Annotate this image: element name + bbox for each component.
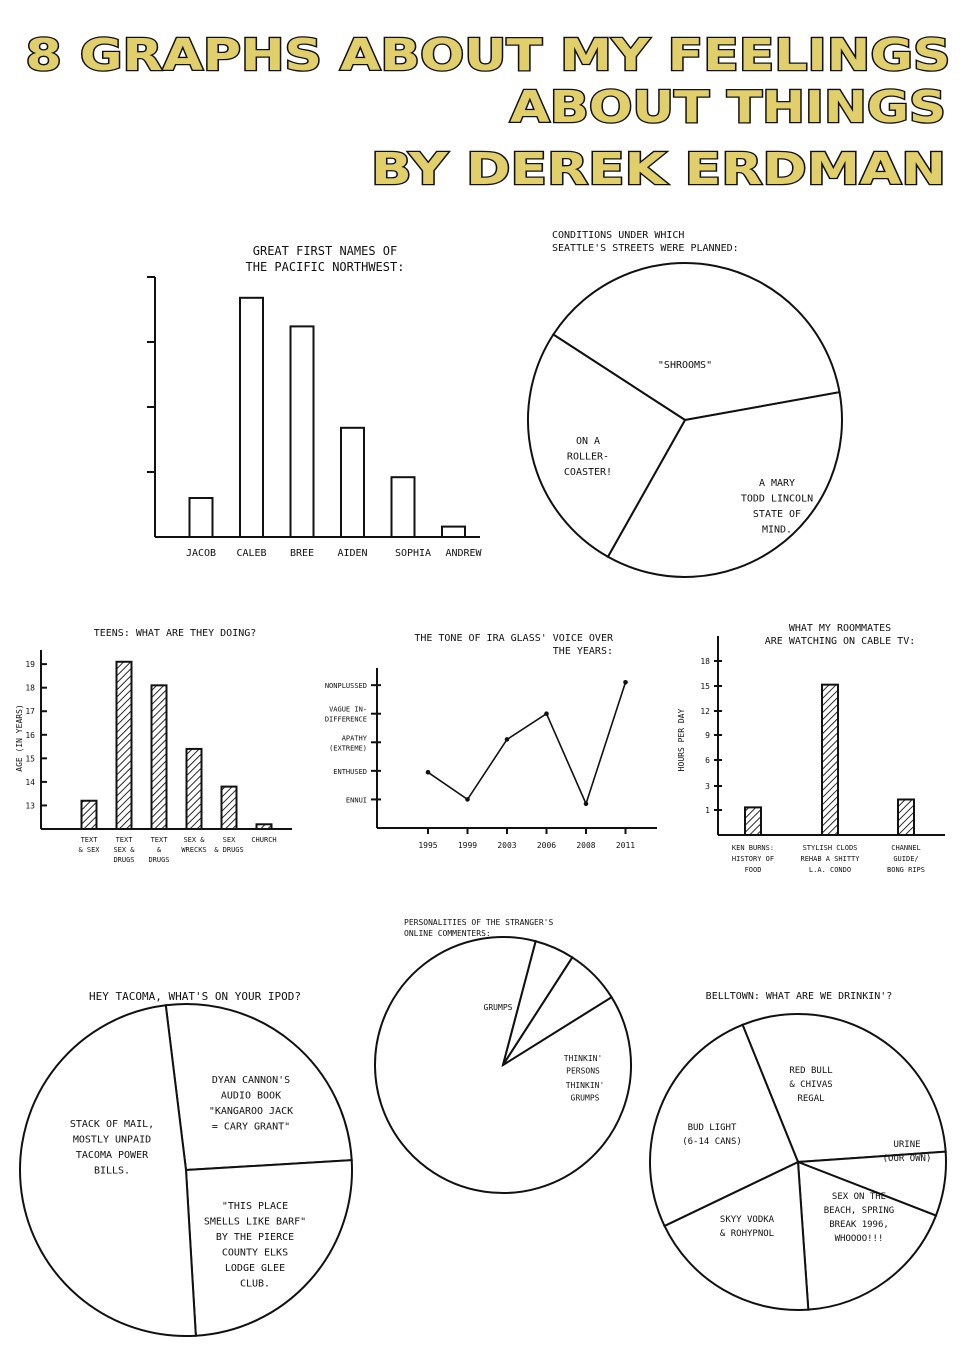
ira-glass-x-label-4 bbox=[576, 841, 595, 850]
seattle-streets-slice-label-1-line: MIND. bbox=[761, 524, 793, 536]
seattle-streets-slice-label-1-line: STATE OF bbox=[752, 509, 802, 520]
roommates-title bbox=[765, 623, 916, 647]
stranger-commenters-slice-label-0-line: GRUMPS bbox=[483, 1003, 513, 1012]
seattle-streets-title-line: SEATTLE'S STREETS WERE PLANNED: bbox=[552, 243, 739, 254]
roommates-y-tick-label-4: 12 bbox=[700, 707, 710, 716]
belltown-slice-label-3-line: SKYY VODKA bbox=[719, 1215, 775, 1225]
stranger-commenters-title-line: PERSONALITIES OF THE STRANGER'S bbox=[404, 918, 554, 927]
belltown-pie bbox=[650, 1014, 946, 1310]
tacoma-ipod-slice-label-1-line: CLUB. bbox=[239, 1278, 271, 1290]
teens-bar-1 bbox=[117, 662, 132, 829]
teens-category-3-line: SEX & bbox=[183, 836, 205, 844]
ira-glass-x-label-1 bbox=[458, 841, 477, 850]
title-line-1: 8 GRAPHS ABOUT MY FEELINGS bbox=[25, 30, 951, 81]
seattle-streets-title bbox=[552, 230, 739, 254]
teens-category-2-line: DRUGS bbox=[148, 856, 170, 864]
tacoma-ipod-slice-label-1-line: COUNTY ELKS bbox=[221, 1247, 289, 1259]
teens-title bbox=[94, 628, 257, 639]
ira-glass-y-tick-label-1-line: ENTHUSED bbox=[333, 767, 367, 776]
belltown-slice-label-2-line: SEX ON THE bbox=[831, 1192, 887, 1202]
roommates-title-line: ARE WATCHING ON CABLE TV: bbox=[764, 636, 916, 647]
teens-bar-5 bbox=[257, 824, 272, 829]
teens-bar-3 bbox=[187, 749, 202, 829]
ira-glass-point-2 bbox=[505, 737, 510, 742]
stranger-commenters-pie bbox=[375, 937, 631, 1193]
title-line-3: BY DEREK ERDMAN bbox=[371, 144, 946, 195]
roommates-y-tick-label-0: 1 bbox=[705, 806, 710, 815]
roommates-category-1-line: REHAB A SHITTY bbox=[800, 855, 860, 863]
teens-title-line: TEENS: WHAT ARE THEY DOING? bbox=[93, 628, 257, 639]
roommates-bar-1 bbox=[822, 685, 838, 835]
belltown-slice-label-1-line: URINE bbox=[893, 1140, 921, 1150]
ira-glass-x-label-4-line: 2008 bbox=[576, 841, 596, 850]
roommates-category-1 bbox=[800, 844, 860, 874]
teens-bar-2 bbox=[152, 685, 167, 829]
seattle-streets-slice-label-2-line: ROLLER- bbox=[566, 451, 610, 463]
teens-category-5 bbox=[251, 836, 276, 844]
ira-glass-x-label-0 bbox=[418, 841, 437, 850]
ira-glass-y-tick-label-4 bbox=[325, 682, 367, 690]
teens-category-2 bbox=[148, 836, 169, 864]
teens-category-5-line: CHURCH bbox=[251, 836, 277, 844]
first-names-category-3 bbox=[337, 548, 367, 559]
teens-category-0 bbox=[78, 836, 100, 854]
seattle-streets-slice-label-0-line: "SHROOMS" bbox=[657, 360, 713, 371]
first-names-bar-5 bbox=[442, 527, 465, 537]
belltown-slice-label-4-line: (6-14 CANS) bbox=[682, 1136, 742, 1147]
ira-glass-title-line: THE YEARS: bbox=[552, 646, 613, 657]
tacoma-ipod-slice-label-2-line: BILLS. bbox=[93, 1165, 131, 1177]
ira-glass-point-1 bbox=[465, 797, 470, 802]
seattle-streets-slice-label-1-line: TODD LINCOLN bbox=[740, 493, 814, 505]
roommates-y-tick-label-3: 9 bbox=[705, 731, 710, 740]
belltown-title bbox=[706, 991, 893, 1002]
ira-glass-x-label-2-line: 2003 bbox=[497, 841, 517, 850]
ira-glass-y-tick-label-0-line: ENNUI bbox=[345, 796, 367, 805]
ira-glass-x-label-3-line: 2006 bbox=[536, 841, 557, 850]
teens-category-2-line: TEXT bbox=[150, 836, 168, 844]
belltown-slice-label-2-line: WHOOOO!!! bbox=[834, 1233, 884, 1244]
tacoma-ipod-slice-label-2-line: MOSTLY UNPAID bbox=[72, 1134, 152, 1146]
roommates-y-tick-label-6: 18 bbox=[700, 657, 710, 666]
roommates-category-2-line: CHANNEL bbox=[891, 844, 921, 852]
ira-glass-series-line bbox=[428, 682, 626, 803]
teens-category-0-line: TEXT bbox=[80, 836, 98, 844]
title-line-2: ABOUT THINGS bbox=[510, 82, 946, 133]
ira-glass-y-tick-label-0 bbox=[346, 796, 367, 804]
seattle-streets-pie bbox=[528, 263, 842, 577]
first-names-category-2-line: BREE bbox=[289, 548, 315, 559]
first-names-bar-4 bbox=[392, 477, 415, 537]
ira-glass-point-3 bbox=[544, 711, 549, 716]
first-names-title bbox=[246, 244, 405, 274]
belltown-slice-label-0-line: REGAL bbox=[797, 1093, 825, 1104]
seattle-streets-slice-label-2-line: COASTER! bbox=[563, 467, 613, 478]
stranger-commenters-slice-label-0 bbox=[484, 1003, 513, 1012]
roommates-y-tick-label-2: 6 bbox=[705, 756, 710, 765]
teens-category-4 bbox=[214, 836, 244, 854]
teens-y-tick-label-0: 13 bbox=[25, 801, 35, 811]
teens-y-tick-label-1: 14 bbox=[25, 777, 35, 787]
tacoma-ipod-slice-label-0-line: "KANGAROO JACK bbox=[208, 1106, 294, 1117]
roommates-category-2-line: BONG RIPS bbox=[887, 866, 925, 874]
roommates-category-2-line: GUIDE/ bbox=[893, 855, 919, 863]
roommates-category-0-line: KEN BURNS: bbox=[731, 844, 775, 852]
tacoma-ipod-slice-0 bbox=[166, 1004, 352, 1170]
teens-y-tick-label-6: 19 bbox=[25, 660, 35, 670]
tacoma-ipod-title-line: HEY TACOMA, WHAT'S ON YOUR IPOD? bbox=[89, 990, 301, 1003]
charts bbox=[15, 230, 946, 1336]
seattle-streets-slice-label-0 bbox=[658, 360, 712, 371]
roommates-category-0-line: HISTORY OF bbox=[731, 855, 775, 863]
stranger-commenters-slice-label-2-line: GRUMPS bbox=[570, 1093, 600, 1103]
seattle-streets-title-line: CONDITIONS UNDER WHICH bbox=[552, 230, 685, 241]
first-names-title-line: THE PACIFIC NORTHWEST: bbox=[245, 260, 405, 274]
seattle-streets-slice-label-1-line: A MARY bbox=[758, 478, 796, 489]
teens-category-2-line: & bbox=[156, 846, 162, 854]
tacoma-ipod-slice-label-0-line: DYAN CANNON'S bbox=[211, 1075, 291, 1086]
stranger-commenters-title bbox=[404, 918, 553, 938]
roommates-title-line: WHAT MY ROOMMATES bbox=[788, 623, 892, 634]
tacoma-ipod-slice-label-1-line: SMELLS LIKE BARF" bbox=[203, 1216, 307, 1228]
teens-ylabel bbox=[15, 704, 24, 771]
ira-glass-x-label-5 bbox=[616, 841, 635, 850]
first-names-title-line: GREAT FIRST NAMES OF bbox=[252, 244, 398, 258]
roommates-category-2 bbox=[887, 844, 925, 874]
teens-y-tick-label-5: 18 bbox=[25, 683, 35, 693]
teens-y-tick-label-3: 16 bbox=[25, 730, 35, 740]
teens-y-tick-label-4: 17 bbox=[25, 707, 35, 717]
roommates-bar-0 bbox=[745, 807, 761, 835]
stranger-commenters-slice-label-1-line: THINKIN' bbox=[563, 1054, 603, 1063]
roommates-bar-2 bbox=[898, 799, 914, 835]
tacoma-ipod-pie bbox=[20, 1004, 352, 1336]
ira-glass-x-label-3 bbox=[537, 841, 556, 850]
ira-glass-title-line: THE TONE OF IRA GLASS' VOICE OVER bbox=[414, 633, 613, 644]
tacoma-ipod-title bbox=[89, 990, 301, 1003]
ira-glass-x-label-2 bbox=[497, 841, 516, 850]
stranger-commenters-slice-label-1-line: PERSONS bbox=[566, 1066, 600, 1076]
stranger-commenters-slice-label-2-line: THINKIN' bbox=[565, 1081, 605, 1090]
roommates-ylabel bbox=[677, 709, 686, 772]
ira-glass-y-tick-label-3-line: DIFFERENCE bbox=[324, 715, 367, 724]
tacoma-ipod-slice-label-1-line: "THIS PLACE bbox=[221, 1201, 289, 1212]
roommates-y-tick-label-5: 15 bbox=[700, 682, 710, 691]
belltown-slice-label-2-line: BREAK 1996, bbox=[829, 1219, 889, 1230]
first-names-category-4-line: SOPHIA bbox=[394, 548, 432, 559]
seattle-streets-slice-label-2-line: ON A bbox=[575, 436, 601, 447]
first-names-category-3-line: AIDEN bbox=[337, 548, 368, 559]
teens-bar-4 bbox=[222, 787, 237, 829]
teens-category-4-line: & DRUGS bbox=[214, 846, 244, 854]
ira-glass-y-tick-label-2-line: APATHY bbox=[341, 734, 367, 743]
roommates-ylabel-line: HOURS PER DAY bbox=[677, 708, 686, 772]
belltown-slice-label-4-line: BUD LIGHT bbox=[687, 1123, 737, 1133]
page-title bbox=[26, 30, 951, 195]
tacoma-ipod-slice-label-1-line: BY THE PIERCE bbox=[215, 1232, 295, 1243]
teens-category-4-line: SEX bbox=[222, 836, 236, 844]
ira-glass-y-tick-label-3 bbox=[325, 706, 367, 724]
belltown-slice-label-0-line: RED BULL bbox=[789, 1066, 833, 1076]
ira-glass-point-4 bbox=[584, 801, 589, 806]
first-names-bar-2 bbox=[291, 326, 314, 537]
belltown-slice-label-2-line: BEACH, SPRING bbox=[823, 1205, 895, 1216]
ira-glass-x-label-0-line: 1995 bbox=[418, 841, 438, 850]
first-names-category-1-line: CALEB bbox=[236, 548, 267, 559]
ira-glass-x-label-5-line: 2011 bbox=[615, 841, 636, 850]
first-names-bar-3 bbox=[341, 428, 364, 537]
tacoma-ipod-slice-label-2-line: STACK OF MAIL, bbox=[69, 1119, 155, 1130]
first-names-category-5 bbox=[445, 548, 482, 559]
ira-glass-y-tick-label-1 bbox=[333, 768, 367, 776]
ira-glass-point-5 bbox=[623, 680, 628, 685]
stranger-commenters-title-line: ONLINE COMMENTERS: bbox=[404, 929, 491, 938]
teens-ylabel-line: AGE (IN YEARS) bbox=[15, 704, 24, 772]
teens-category-1 bbox=[113, 836, 135, 864]
ira-glass-y-tick-label-4-line: NONPLUSSED bbox=[324, 682, 367, 691]
teens-category-1-line: TEXT bbox=[115, 836, 133, 844]
first-names-category-5-line: ANDREW bbox=[445, 548, 482, 559]
ira-glass-y-tick-label-3-line: VAGUE IN- bbox=[329, 705, 367, 714]
roommates-category-1-line: L.A. CONDO bbox=[808, 866, 852, 874]
belltown-slice-label-0-line: & CHIVAS bbox=[789, 1079, 833, 1090]
tacoma-ipod-slice-label-0-line: = CARY GRANT" bbox=[211, 1121, 291, 1133]
teens-y-tick-label-2: 15 bbox=[25, 754, 35, 764]
ira-glass-y-tick-label-2 bbox=[329, 734, 368, 752]
ira-glass-title bbox=[414, 633, 614, 657]
roommates-category-0-line: FOOD bbox=[744, 866, 762, 874]
ira-glass-point-0 bbox=[426, 770, 431, 775]
first-names-category-2 bbox=[290, 548, 314, 559]
teens-category-3-line: WRECKS bbox=[181, 846, 207, 854]
tacoma-ipod-slice-label-2-line: TACOMA POWER bbox=[75, 1150, 149, 1161]
tacoma-ipod-slice-label-1-line: LODGE GLEE bbox=[224, 1263, 286, 1274]
belltown-title-line: BELLTOWN: WHAT ARE WE DRINKIN'? bbox=[705, 991, 893, 1002]
first-names-category-1 bbox=[236, 548, 266, 559]
teens-category-1-line: SEX & bbox=[113, 846, 135, 854]
tacoma-ipod-slice-label-0-line: AUDIO BOOK bbox=[220, 1090, 282, 1102]
roommates-category-1-line: STYLISH CLODS bbox=[802, 844, 858, 852]
teens-bar-0 bbox=[82, 801, 97, 829]
ira-glass-y-tick-label-2-line: (EXTREME) bbox=[329, 744, 367, 753]
first-names-category-0 bbox=[186, 548, 216, 559]
belltown-slice-label-3-line: & ROHYPNOL bbox=[719, 1228, 775, 1239]
roommates-y-tick-label-1: 3 bbox=[705, 782, 710, 791]
first-names-category-0-line: JACOB bbox=[185, 548, 217, 559]
first-names-bar-1 bbox=[240, 298, 263, 537]
belltown-slice-label-1-line: (OUR OWN) bbox=[882, 1153, 932, 1164]
teens-category-0-line: & SEX bbox=[78, 846, 100, 854]
teens-category-3 bbox=[181, 836, 206, 854]
teens-category-1-line: DRUGS bbox=[113, 856, 135, 864]
first-names-category-4 bbox=[395, 548, 431, 559]
first-names-bar-0 bbox=[190, 498, 213, 537]
ira-glass-x-label-1-line: 1999 bbox=[457, 841, 478, 850]
roommates-category-0 bbox=[732, 844, 774, 874]
